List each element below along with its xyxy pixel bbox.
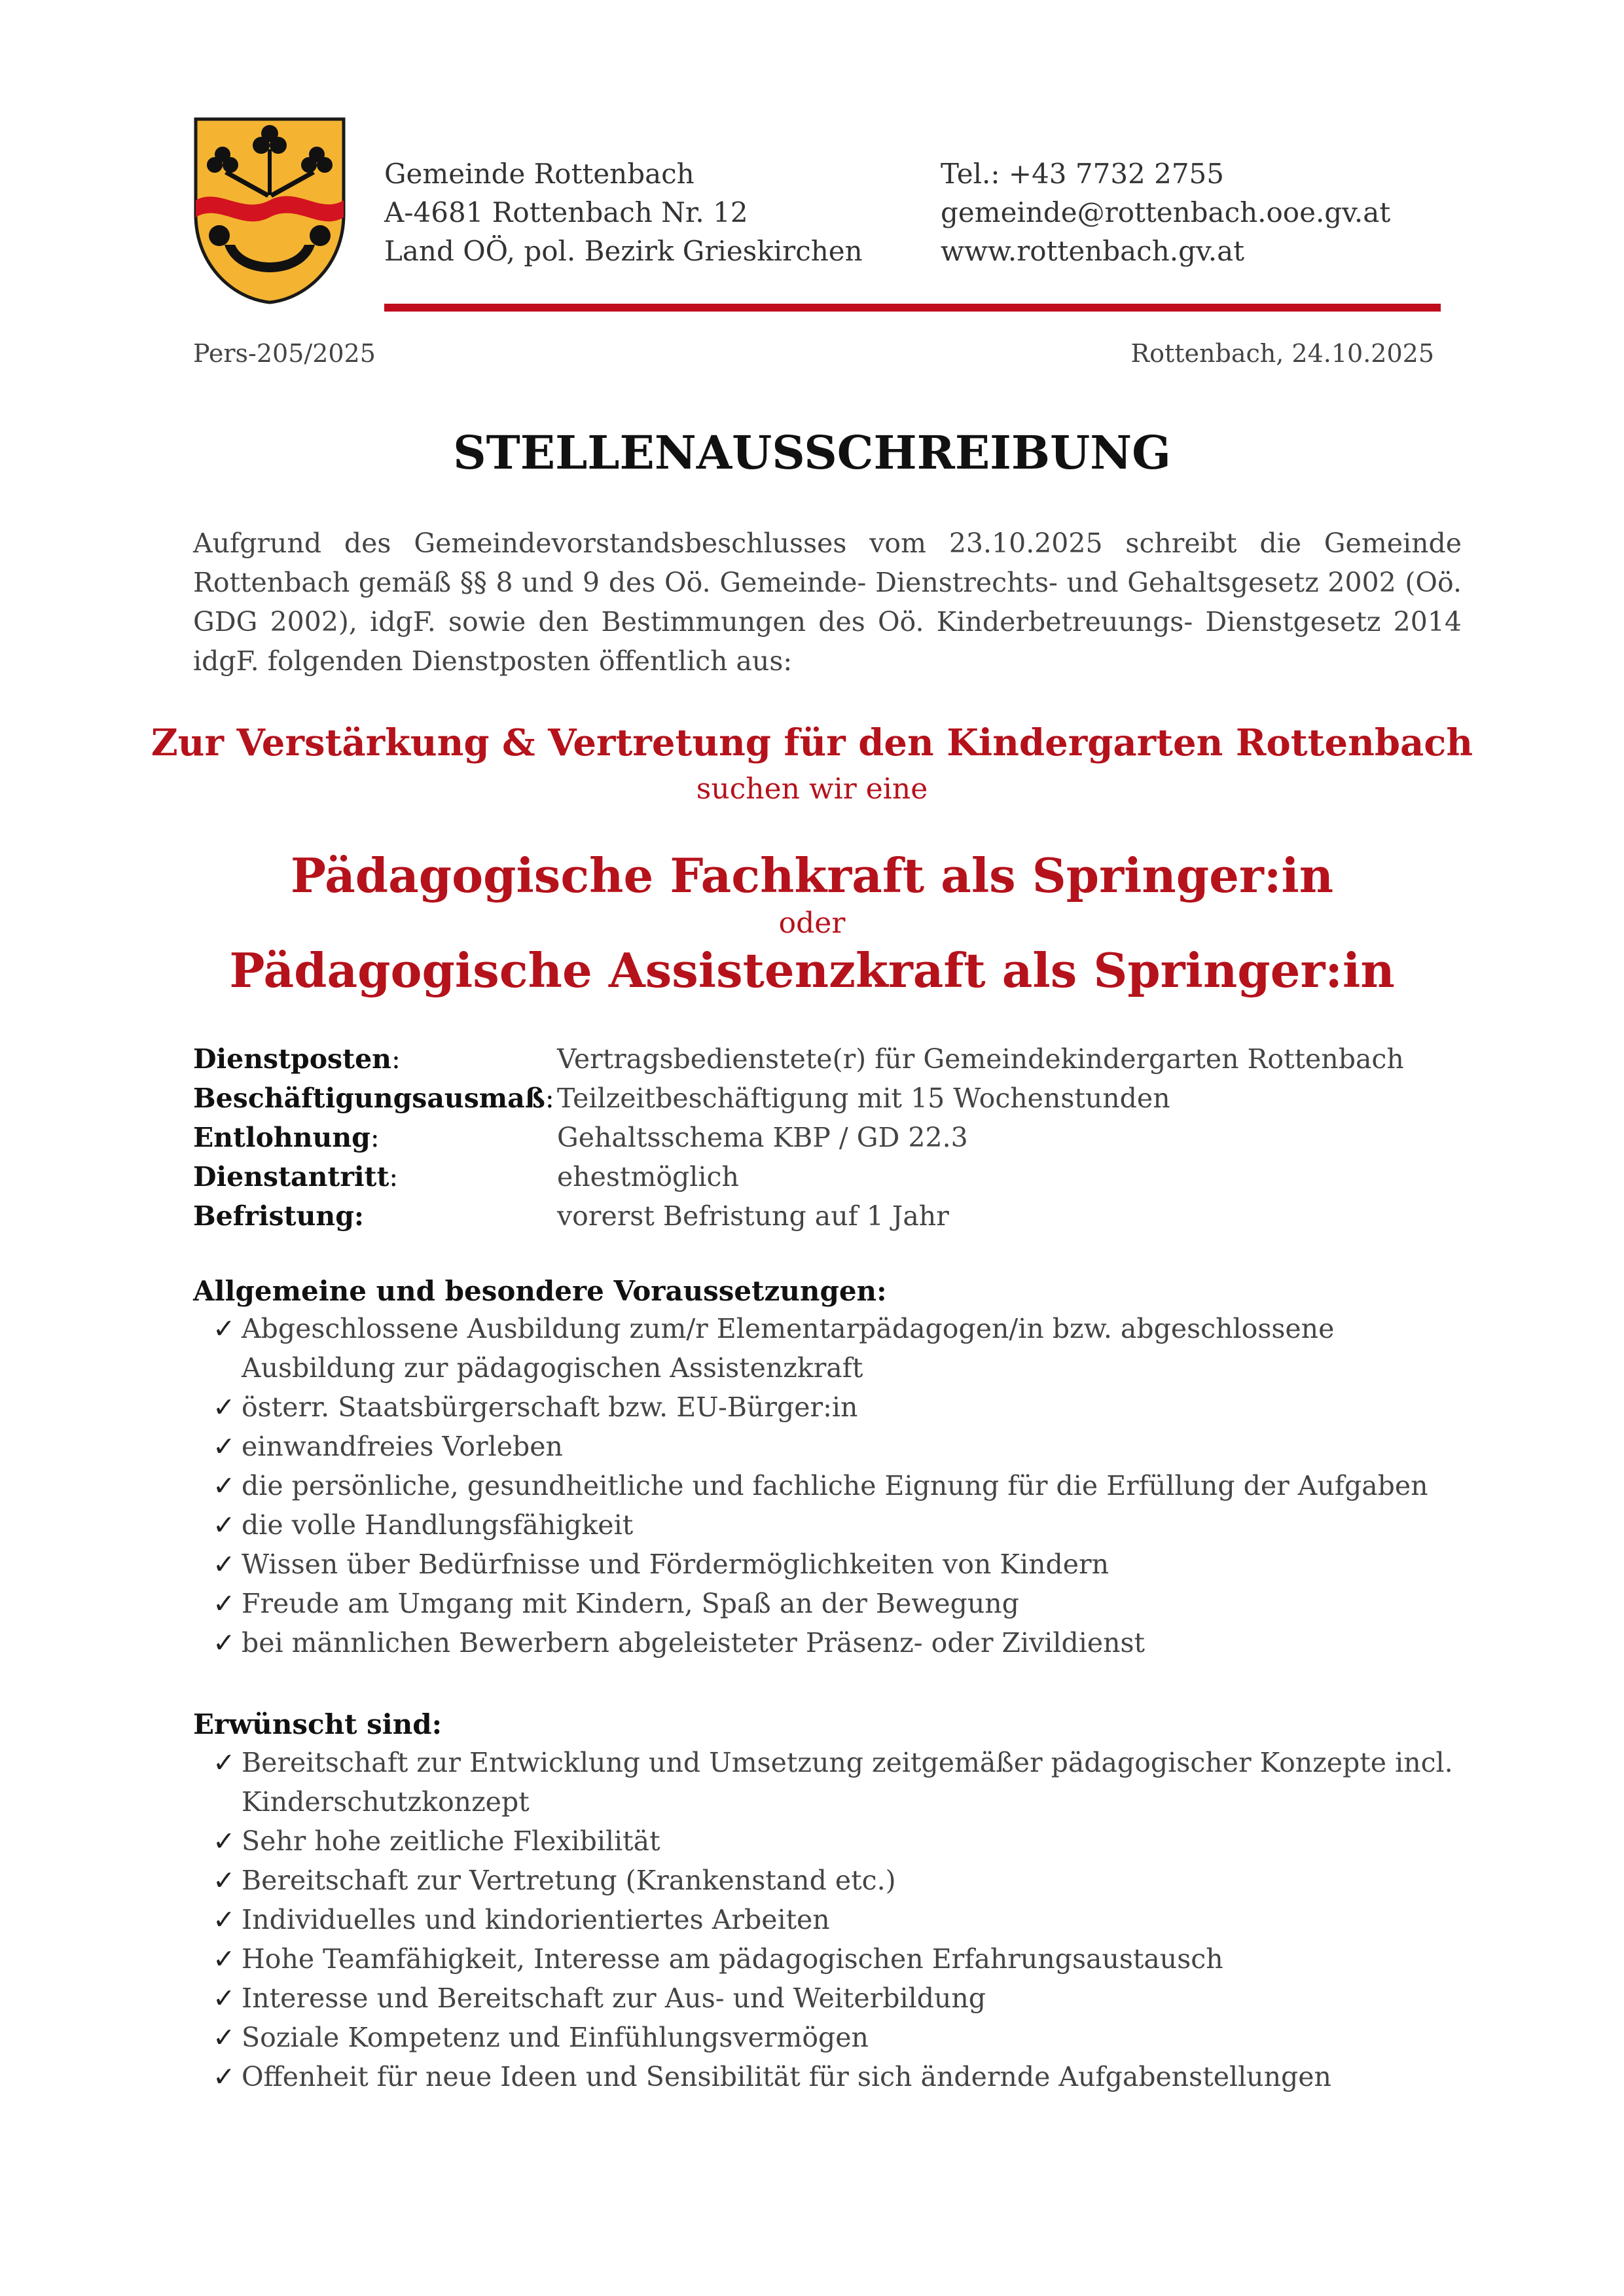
municipality-contact	[941, 154, 1390, 270]
checkmark-icon: ✓	[213, 1747, 236, 1778]
checkmark-icon: ✓	[213, 1825, 236, 1857]
email-link[interactable]: gemeinde@rottenbach.ooe.gv.at	[941, 196, 1391, 228]
list-item-text: Wissen über Bedürfnisse und Fördermöglichkeiten von Kindern	[242, 1549, 1110, 1580]
list-item	[213, 2018, 1456, 2057]
list-item	[213, 1427, 1456, 1466]
list-item	[213, 1939, 1456, 1979]
detail-label: Entlohnung	[193, 1122, 370, 1153]
search-line: suchen wir eine	[696, 772, 928, 806]
detail-colon: :	[545, 1083, 554, 1114]
list-item-text: Sehr hohe zeitliche Flexibilität	[242, 1825, 660, 1857]
detail-value: ehestmöglich	[557, 1161, 739, 1193]
list-item	[213, 1821, 1456, 1861]
list-item-text: Interesse und Bereitschaft zur Aus- und Weiterbildung	[242, 1982, 986, 2014]
detail-value: Teilzeitbeschäftigung mit 15 Wochenstunden	[557, 1083, 1170, 1114]
detail-colon: :	[391, 1043, 401, 1075]
checkmark-icon: ✓	[213, 1982, 236, 2014]
subheadline: Zur Verstärkung & Vertretung für den Kindergarten Rottenbach	[151, 721, 1473, 764]
list-item-text: Freude am Umgang mit Kindern, Spaß an der Bewegung	[242, 1588, 1019, 1619]
list-item-text: österr. Staatsbürgerschaft bzw. EU-Bürger:in	[242, 1391, 858, 1423]
checkmark-icon: ✓	[213, 1627, 236, 1659]
checkmark-icon: ✓	[213, 1313, 236, 1344]
phone-number: Tel.: +43 7732 2755	[941, 158, 1225, 190]
checkmark-icon: ✓	[213, 1904, 236, 1935]
list-item-text: Bereitschaft zur Entwicklung und Umsetzung zeitgemäßer pädagogischer Konzepte incl. Kinderschutzkonzept	[242, 1747, 1453, 1818]
list-item	[213, 2057, 1456, 2096]
requirements-heading: Allgemeine und besondere Voraussetzungen:	[193, 1275, 887, 1307]
checkmark-icon: ✓	[213, 1865, 236, 1896]
detail-label: Dienstposten	[193, 1043, 391, 1075]
municipality-address	[384, 154, 863, 270]
checkmark-icon: ✓	[213, 1549, 236, 1580]
reference-number: Pers-205/2025	[193, 339, 376, 368]
position-title-b: Pädagogische Assistenzkraft als Springer:in	[229, 942, 1395, 998]
detail-label: Befristung:	[193, 1200, 364, 1232]
checkmark-icon: ✓	[213, 1943, 236, 1975]
list-item-text: Hohe Teamfähigkeit, Interesse am pädagogischen Erfahrungsaustausch	[242, 1943, 1223, 1975]
address-line: Land OÖ, pol. Bezirk Grieskirchen	[384, 235, 863, 267]
detail-value: Gehaltsschema KBP / GD 22.3	[557, 1122, 968, 1153]
list-item-text: Offenheit für neue Ideen und Sensibilität für sich ändernde Aufgabenstellungen	[242, 2061, 1331, 2092]
address-line: Gemeinde Rottenbach	[384, 158, 695, 190]
list-item	[213, 1388, 1456, 1427]
list-item	[213, 1505, 1456, 1545]
checkmark-icon: ✓	[213, 2022, 236, 2053]
coat-of-arms-icon	[193, 117, 346, 305]
website-link[interactable]: www.rottenbach.gv.at	[941, 235, 1244, 267]
detail-colon: :	[389, 1161, 399, 1193]
list-item-text: die persönliche, gesundheitliche und fachliche Eignung für die Erfüllung der Aufgaben	[242, 1470, 1428, 1501]
list-item	[213, 1900, 1456, 1939]
list-item-text: bei männlichen Bewerbern abgeleisteter Präsenz- oder Zivildienst	[242, 1627, 1146, 1659]
intro-paragraph: Aufgrund des Gemeindevorstandsbeschlusses vom 23.10.2025 schreibt die Gemeinde Rottenbach gemäß §§ 8 und 9 des Oö. Gemeinde- Dienstrechts- und Gehaltsgesetz 2002 (Oö. GDG 2002), idgF. sowie den Bestimmungen des Oö. Kinderbetreuungs- Dienstgesetz 2014 idgF. folgenden Dienstposten öffentlich aus:	[193, 528, 1462, 677]
list-item-text: Abgeschlossene Ausbildung zum/r Elementarpädagogen/in bzw. abgeschlossene Ausbildung zur pädagogischen Assistenzkraft	[242, 1313, 1335, 1384]
address-line: A-4681 Rottenbach Nr. 12	[384, 196, 748, 228]
page-title: STELLENAUSSCHREIBUNG	[453, 425, 1171, 480]
position-title-a: Pädagogische Fachkraft als Springer:in	[290, 848, 1334, 903]
list-item	[213, 1743, 1456, 1821]
list-item	[213, 1309, 1456, 1388]
place-and-date: Rottenbach, 24.10.2025	[1130, 339, 1434, 368]
list-item-text: Bereitschaft zur Vertretung (Krankenstand etc.)	[242, 1865, 896, 1896]
detail-colon: :	[370, 1122, 380, 1153]
list-item-text: einwandfreies Vorleben	[242, 1431, 563, 1462]
checkmark-icon: ✓	[213, 1391, 236, 1423]
detail-value: vorerst Befristung auf 1 Jahr	[557, 1200, 949, 1232]
or-separator: oder	[778, 906, 846, 940]
list-item-text: Soziale Kompetenz und Einfühlungsvermögen	[242, 2022, 869, 2053]
requirements-list	[213, 1309, 1456, 1662]
list-item	[213, 1979, 1456, 2018]
checkmark-icon: ✓	[213, 2061, 236, 2092]
list-item	[213, 1861, 1456, 1900]
list-item	[213, 1584, 1456, 1623]
checkmark-icon: ✓	[213, 1431, 236, 1462]
list-item	[213, 1623, 1456, 1662]
list-item-text: die volle Handlungsfähigkeit	[242, 1509, 634, 1541]
checkmark-icon: ✓	[213, 1470, 236, 1501]
desired-list	[213, 1743, 1456, 2096]
checkmark-icon: ✓	[213, 1588, 236, 1619]
detail-label: Dienstantritt	[193, 1161, 389, 1193]
header-divider	[384, 304, 1441, 312]
desired-heading: Erwünscht sind:	[193, 1708, 442, 1740]
detail-label: Beschäftigungsausmaß	[193, 1083, 545, 1114]
list-item	[213, 1545, 1456, 1584]
detail-value: Vertragsbedienstete(r) für Gemeindekindergarten Rottenbach	[557, 1043, 1404, 1075]
checkmark-icon: ✓	[213, 1509, 236, 1541]
list-item-text: Individuelles und kindorientiertes Arbeiten	[242, 1904, 830, 1935]
list-item	[213, 1466, 1456, 1505]
